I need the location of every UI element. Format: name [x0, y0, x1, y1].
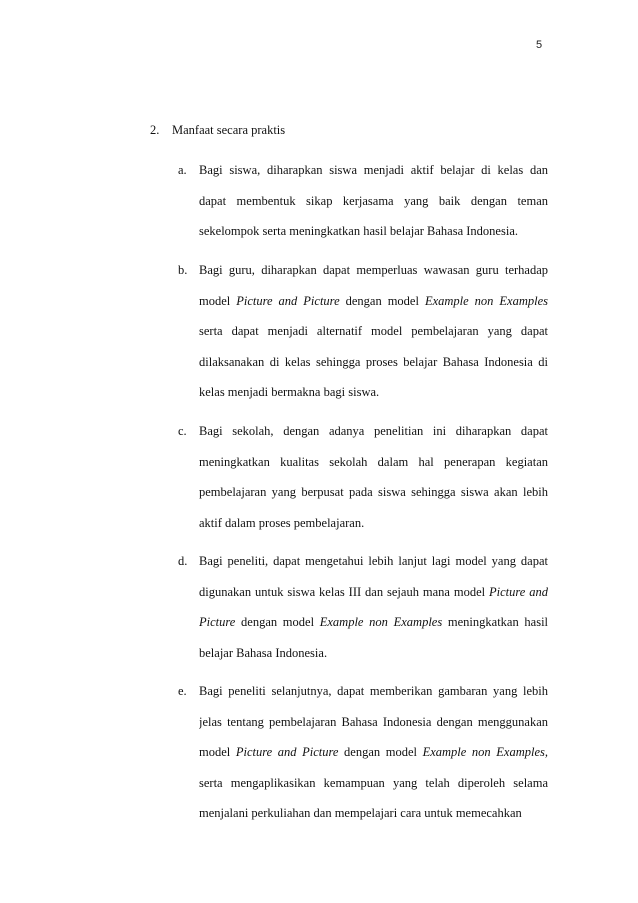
- text-line: Bagi peneliti, dapat mengetahui lebih lanjut lagi model yang dapat: [199, 554, 548, 568]
- italic-term: Example non Examples: [424, 293, 548, 308]
- list-item-text: [199, 546, 548, 668]
- list-item-text: [199, 676, 548, 829]
- text-line: Picture dengan model Example non Examples meningkatkan hasil: [199, 615, 548, 629]
- text-line: digunakan untuk siswa kelas III dan sejauh mana model Picture and: [199, 584, 548, 599]
- text-line: sekelompok serta meningkatkan hasil belajar Bahasa Indonesia.: [199, 224, 518, 238]
- section-number: 2.: [150, 123, 160, 137]
- text-line: Bagi peneliti selanjutnya, dapat memberikan gambaran yang lebih: [199, 684, 548, 698]
- text-line: menjalani perkuliahan dan mempelajari cara untuk memecahkan: [199, 806, 522, 820]
- section-heading-text: Manfaat secara praktis: [172, 123, 286, 137]
- list-item-b: [178, 255, 548, 408]
- list-item-text: [199, 416, 548, 538]
- section-manfaat-praktis: [150, 120, 550, 140]
- text-line: jelas tentang pembelajaran Bahasa Indonesia dengan menggunakan: [199, 714, 548, 729]
- list-marker: b.: [178, 263, 188, 277]
- text-line: Bagi siswa, diharapkan siswa menjadi aktif belajar di kelas dan: [199, 163, 548, 177]
- italic-term: Picture and: [489, 584, 548, 599]
- text-line: Bagi guru, diharapkan dapat memperluas wawasan guru terhadap: [199, 263, 548, 277]
- italic-term: Example non Examples: [319, 615, 443, 629]
- text-line: meningkatkan kualitas sekolah dalam hal penerapan kegiatan: [199, 454, 548, 469]
- list-item-d: [178, 546, 548, 668]
- list-item-a: [178, 155, 548, 247]
- text-line: aktif dalam proses pembelajaran.: [199, 515, 365, 530]
- list-item-e: [178, 676, 548, 829]
- text-line: dilaksanakan di kelas sehingga proses belajar Bahasa Indonesia di: [199, 354, 548, 369]
- text-line: serta dapat menjadi alternatif model pembelajaran yang dapat: [199, 324, 548, 338]
- text-line: model Picture and Picture dengan model Example non Examples,: [199, 745, 548, 759]
- list-marker: a.: [178, 163, 187, 177]
- text-line: belajar Bahasa Indonesia.: [199, 645, 328, 660]
- text-line: Bagi sekolah, dengan adanya penelitian ini diharapkan dapat: [199, 424, 548, 438]
- list-item-text: [199, 255, 548, 408]
- text-line: kelas menjadi bermakna bagi siswa.: [199, 385, 380, 399]
- list-item-c: [178, 416, 548, 538]
- text-line: dapat membentuk sikap kerjasama yang baik dengan teman: [199, 193, 548, 208]
- italic-term: Picture: [199, 615, 236, 629]
- text-line: serta mengaplikasikan kemampuan yang telah diperoleh selama: [199, 775, 548, 790]
- section-heading: [150, 120, 550, 140]
- list-marker: e.: [178, 684, 187, 698]
- list-marker: d.: [178, 554, 188, 568]
- text-line: pembelajaran yang berpusat pada siswa sehingga siswa akan lebih: [199, 485, 548, 499]
- list-marker: c.: [178, 424, 187, 438]
- text-line: model Picture and Picture dengan model Example non Examples: [199, 293, 548, 308]
- italic-term: Example non Examples,: [422, 745, 548, 759]
- page-number: 5: [536, 39, 543, 51]
- italic-term: Picture and Picture: [236, 293, 340, 308]
- italic-term: Picture and Picture: [235, 745, 339, 759]
- list-item-text: [199, 155, 548, 247]
